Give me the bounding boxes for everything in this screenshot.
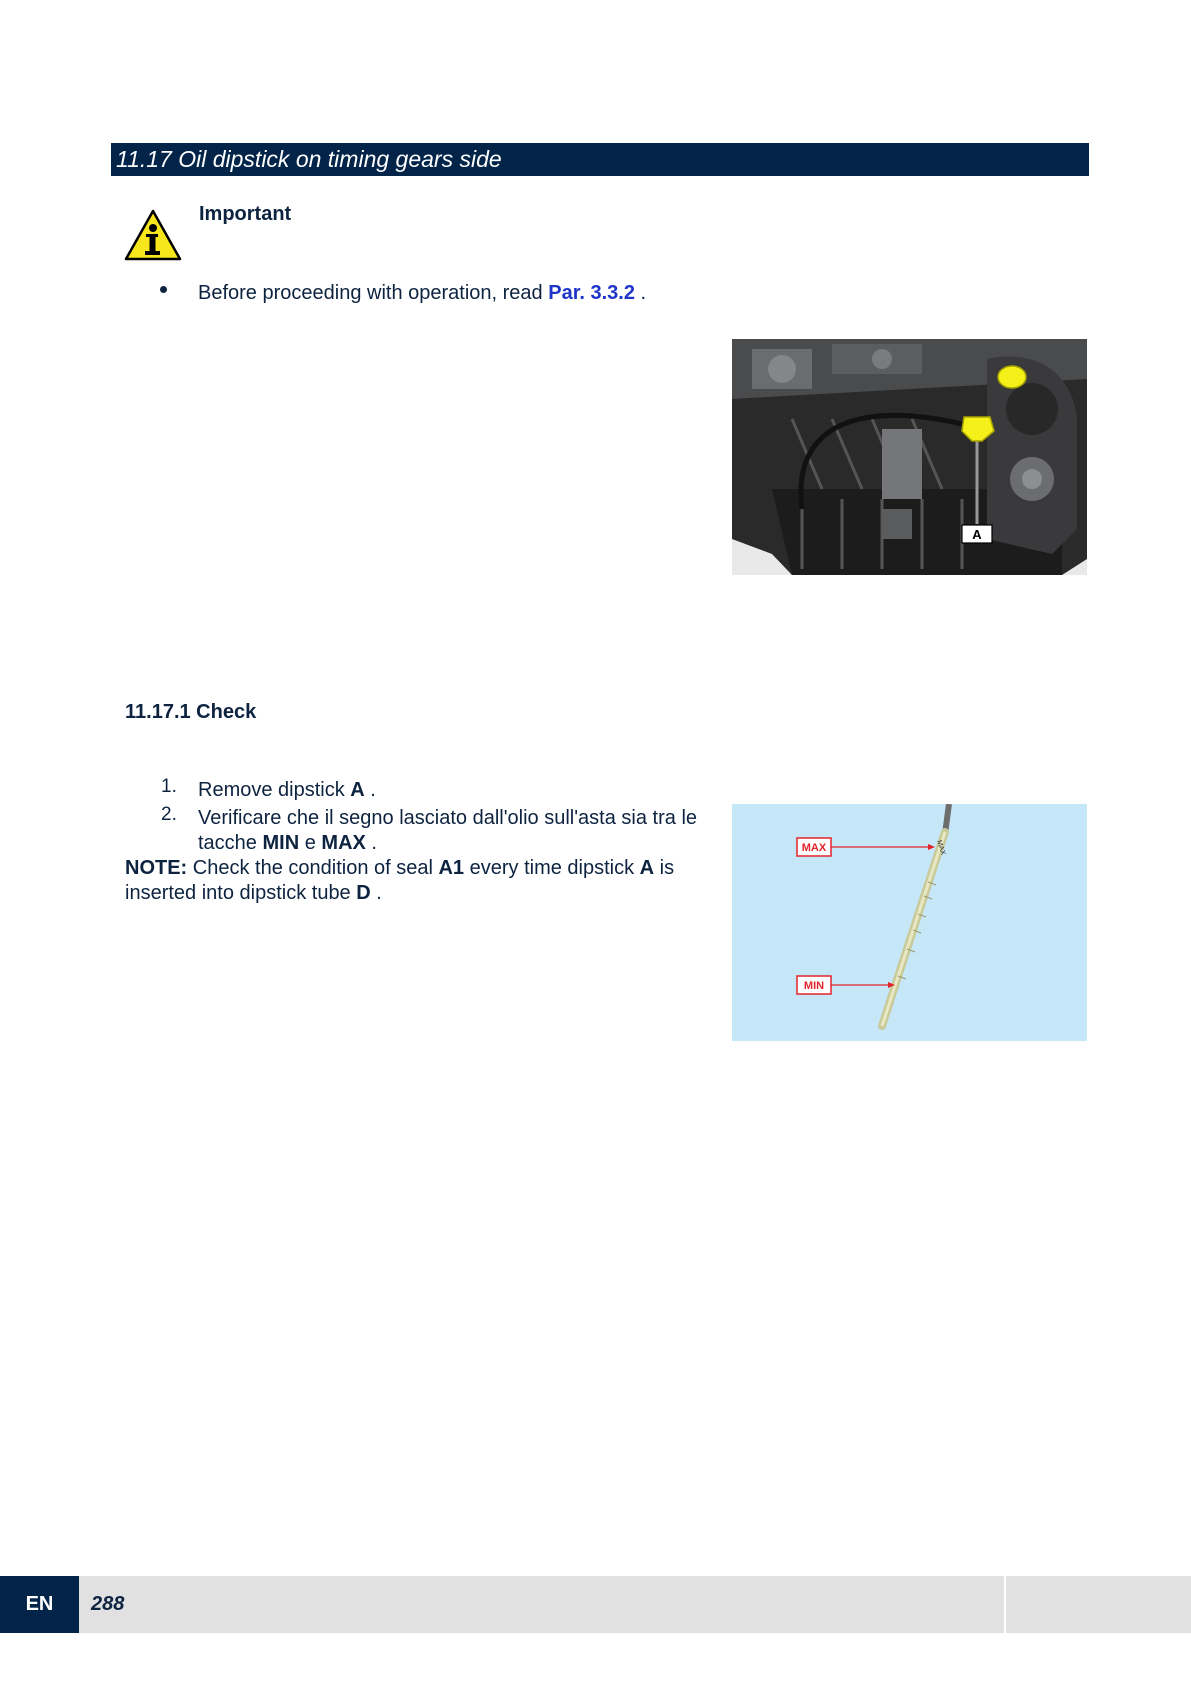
step-text: . xyxy=(365,832,377,854)
paragraph-link[interactable]: Par. 3.3.2 xyxy=(548,282,635,304)
important-label: Important xyxy=(199,203,292,225)
step-bold: MAX xyxy=(321,832,366,854)
engine-figure xyxy=(732,339,1087,575)
footer-divider xyxy=(1004,1576,1006,1633)
step-bold: A xyxy=(350,779,365,801)
step-1-text xyxy=(198,778,376,803)
section-title-bar xyxy=(111,143,1089,176)
step-number: 2. xyxy=(161,804,177,825)
note-text: is inserted into dipstick tube xyxy=(125,857,675,904)
step-text: Remove dipstick xyxy=(198,779,351,801)
important-bullet xyxy=(198,282,646,305)
page-footer xyxy=(0,1576,1191,1633)
min-label: MIN xyxy=(803,980,825,992)
max-label: MAX xyxy=(801,842,827,854)
note-bold: D xyxy=(356,882,371,904)
step-text: e xyxy=(299,832,322,854)
step-2-continuation xyxy=(198,831,377,856)
warning-info-icon xyxy=(124,209,182,261)
callout-label-a: A xyxy=(972,527,982,542)
footer-language: EN xyxy=(0,1576,79,1633)
note-text: Check the condition of seal xyxy=(187,857,439,879)
step-bold: MIN xyxy=(262,832,300,854)
dipstick-illustration xyxy=(732,804,1087,1041)
note-text: . xyxy=(370,882,382,904)
bullet-prefix-text: Before proceeding with operation, read xyxy=(198,282,549,304)
note-bold: A xyxy=(639,857,655,879)
section-title: 11.17 Oil dipstick on timing gears side xyxy=(116,146,502,172)
note-text: every time dipstick xyxy=(464,857,640,879)
step-2-text: Verificare che il segno lasciato dall'olio sull'asta sia tra le xyxy=(198,807,698,829)
bullet-suffix-text: . xyxy=(634,282,647,304)
engine-illustration xyxy=(732,339,1087,575)
note-paragraph xyxy=(125,856,725,906)
step-text: . xyxy=(364,779,376,801)
step-text: tacche xyxy=(198,832,263,854)
note-bold: A1 xyxy=(438,857,465,879)
page-number: 288 xyxy=(91,1593,125,1615)
step-number: 1. xyxy=(161,776,177,797)
bullet-dot xyxy=(160,286,167,293)
subsection-title: 11.17.1 Check xyxy=(125,701,257,723)
stick-max-mark: MAX xyxy=(935,839,947,857)
note-label: NOTE: xyxy=(125,857,188,879)
dipstick-figure xyxy=(732,804,1087,1041)
